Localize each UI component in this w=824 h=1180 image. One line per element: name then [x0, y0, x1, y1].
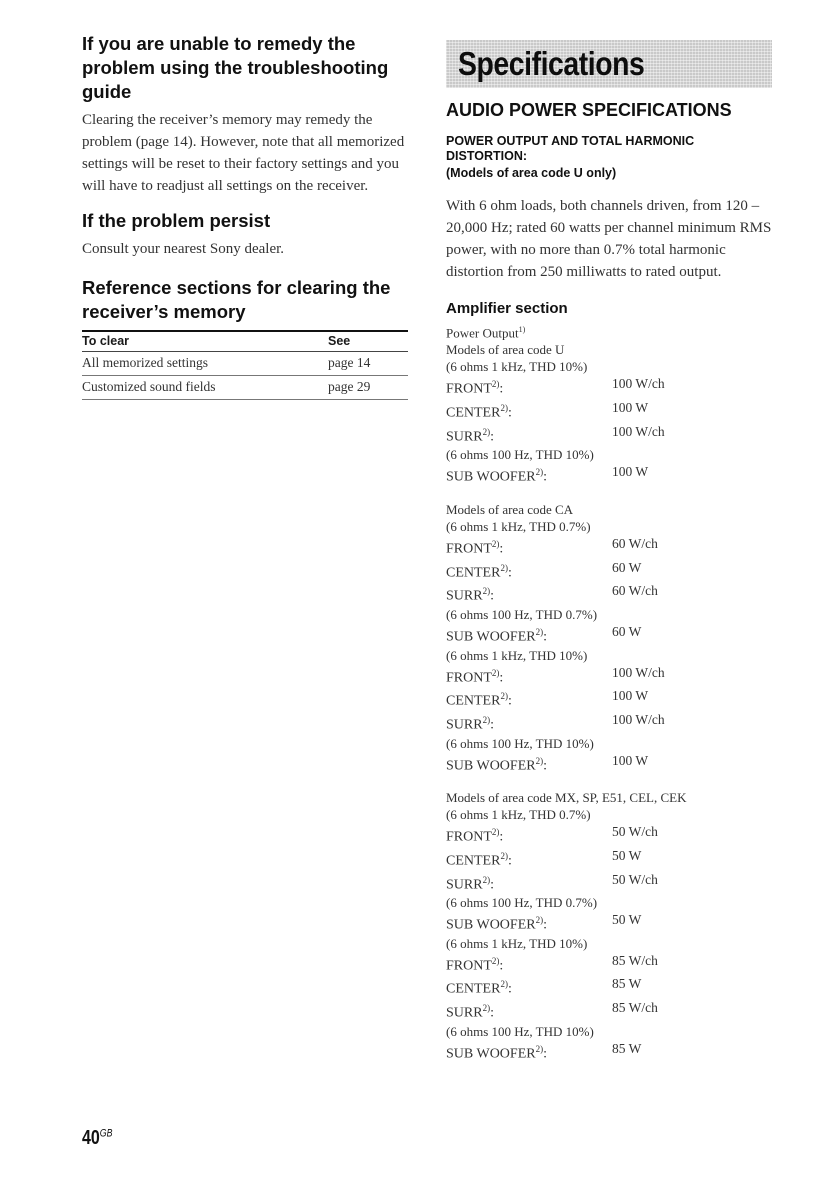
spec-label [446, 871, 612, 895]
table-cell: All memorized settings [82, 352, 328, 376]
spec-label-text: SURR [446, 877, 483, 893]
spec-row [446, 535, 772, 559]
spec-row [446, 952, 772, 976]
spec-label-colon: : [543, 758, 547, 774]
spec-label-text: FRONT [446, 670, 492, 686]
spec-row [446, 399, 772, 423]
model-group-title: Models of area code CA [446, 501, 574, 517]
spec-value: 60 W/ch [612, 535, 658, 551]
spec-value: 60 W [612, 559, 642, 575]
spec-label-text: CENTER [446, 853, 501, 869]
spec-label-colon: : [499, 381, 504, 397]
page-number [82, 1127, 113, 1150]
model-group-title: Models of area code MX, SP, E51, CEL, CEK [446, 790, 687, 806]
spec-row [446, 687, 772, 711]
spec-label-colon: : [499, 541, 504, 557]
specifications-banner [446, 40, 772, 88]
spec-label [446, 463, 612, 487]
spec-label-colon: : [507, 405, 512, 421]
spec-row [446, 463, 772, 487]
footnote-marker: 2) [491, 955, 500, 966]
footnote-marker: 2) [535, 755, 544, 766]
power-output-heading: POWER OUTPUT AND TOTAL HARMONIC DISTORTION: [446, 134, 695, 163]
spec-label-text: SUB WOOFER [446, 469, 536, 485]
test-condition: (6 ohms 100 Hz, THD 0.7%) [446, 606, 598, 622]
footnote-marker: 2) [482, 874, 491, 885]
test-condition: (6 ohms 1 kHz, THD 0.7%) [446, 518, 591, 534]
spec-label [446, 847, 612, 871]
spec-label-colon: : [490, 1005, 494, 1021]
spec-row [446, 711, 772, 735]
spec-label-colon: : [499, 958, 504, 974]
paragraph-consult-dealer: Consult your nearest Sony dealer. [82, 241, 285, 257]
spec-label [446, 752, 612, 776]
heading-problem-persist: If the problem persist [82, 210, 271, 231]
spec-value: 100 W/ch [612, 423, 665, 439]
spec-label-text: FRONT [446, 541, 492, 557]
spec-label-text: SUB WOOFER [446, 758, 536, 774]
spec-label [446, 623, 612, 647]
left-column [82, 32, 408, 400]
test-condition: (6 ohms 1 kHz, THD 10%) [446, 647, 588, 663]
spec-label-text: SURR [446, 429, 483, 445]
spec-label [446, 582, 612, 606]
banner-title: Specifications [458, 45, 645, 82]
spec-row [446, 423, 772, 447]
spec-value: 100 W/ch [612, 376, 665, 392]
spec-label-text: CENTER [446, 693, 501, 709]
model-groups [446, 341, 772, 1063]
spec-label [446, 423, 612, 447]
spec-label-colon: : [507, 565, 512, 581]
right-column [446, 40, 772, 1063]
footnote-marker: 2) [535, 626, 544, 637]
spec-row [446, 975, 772, 999]
spec-label [446, 999, 612, 1023]
model-group-title: Models of area code U [446, 342, 565, 358]
footnote-marker: 2) [491, 667, 500, 678]
spec-label [446, 687, 612, 711]
footnote-marker: 2) [535, 915, 544, 926]
power-output-label [446, 321, 772, 341]
spec-label-colon: : [507, 853, 512, 869]
footnote-marker: 2) [535, 467, 544, 478]
spec-label [446, 375, 612, 399]
spec-value: 85 W/ch [612, 1000, 658, 1016]
footnote-marker: 2) [500, 691, 508, 702]
model-group [446, 341, 772, 487]
page-number-value: 40 [82, 1127, 100, 1149]
spec-label [446, 399, 612, 423]
spec-label-colon: : [490, 717, 494, 733]
spec-row [446, 582, 772, 606]
spec-value: 60 W/ch [612, 583, 658, 599]
spec-label-text: SURR [446, 1005, 483, 1021]
test-condition: (6 ohms 100 Hz, THD 10%) [446, 447, 594, 463]
spec-label-text: SURR [446, 717, 483, 733]
spec-label-colon: : [499, 670, 504, 686]
spec-label [446, 535, 612, 559]
spec-label-colon: : [490, 588, 494, 604]
footnote-marker: 2) [482, 586, 491, 597]
footnote-marker: 1) [518, 325, 526, 334]
footnote-marker: 2) [482, 714, 491, 725]
spec-label [446, 975, 612, 999]
footnote-marker: 2) [535, 1043, 544, 1054]
rating-paragraph: With 6 ohm loads, both channels driven, from 120 – 20,000 Hz; rated 60 watts per channel minimum RMS power, with no more than 0.7% total harmonic distortion from 250 milliwatts to rated output. [446, 198, 772, 280]
spec-label-colon: : [507, 693, 512, 709]
spec-label [446, 664, 612, 688]
footnote-marker: 2) [500, 402, 508, 413]
spec-label-text: FRONT [446, 829, 492, 845]
test-condition: (6 ohms 100 Hz, THD 10%) [446, 1023, 594, 1039]
spec-row [446, 871, 772, 895]
spec-value: 100 W [612, 399, 649, 415]
spec-value: 85 W [612, 1040, 642, 1056]
table-cell: page 29 [328, 376, 408, 400]
spec-value: 100 W [612, 464, 649, 480]
spec-label-text: SUB WOOFER [446, 629, 536, 645]
table-row [82, 376, 408, 400]
spec-value: 100 W [612, 752, 649, 768]
spec-label [446, 911, 612, 935]
spec-label-text: FRONT [446, 381, 492, 397]
paragraph-clearing-memory: Clearing the receiver’s memory may remedy the problem (page 14). However, note that all memorized settings will be reset to their factory settings and you will have to readjust all settings on the receiver. [82, 112, 405, 194]
spec-row [446, 375, 772, 399]
spec-row [446, 623, 772, 647]
heading-unable-to-remedy: If you are unable to remedy the problem using the troubleshooting guide [82, 33, 389, 102]
footnote-marker: 2) [500, 979, 508, 990]
spec-value: 100 W/ch [612, 664, 665, 680]
spec-label [446, 823, 612, 847]
spec-label-text: CENTER [446, 565, 501, 581]
test-condition: (6 ohms 1 kHz, THD 10%) [446, 359, 588, 375]
spec-label-colon: : [543, 1046, 547, 1062]
spec-label [446, 559, 612, 583]
spec-row [446, 664, 772, 688]
spec-value: 85 W [612, 976, 642, 992]
spec-label-text: SURR [446, 588, 483, 604]
test-condition: (6 ohms 100 Hz, THD 10%) [446, 735, 594, 751]
footnote-marker: 2) [482, 426, 491, 437]
audio-power-heading: AUDIO POWER SPECIFICATIONS [446, 100, 732, 120]
spec-label [446, 952, 612, 976]
spec-label-text: CENTER [446, 405, 501, 421]
spec-row [446, 559, 772, 583]
table-header: To clear [82, 331, 328, 352]
power-output-text: Power Output [446, 325, 519, 341]
spec-label-text: FRONT [446, 958, 492, 974]
spec-label-colon: : [499, 829, 504, 845]
spec-value: 50 W [612, 912, 642, 928]
spec-label-colon: : [543, 469, 547, 485]
spec-value: 60 W [612, 623, 642, 639]
spec-row [446, 823, 772, 847]
spec-row [446, 1040, 772, 1064]
spec-row [446, 999, 772, 1023]
footnote-marker: 2) [491, 538, 500, 549]
area-code-note: (Models of area code U only) [446, 166, 617, 180]
footnote-marker: 2) [500, 850, 508, 861]
test-condition: (6 ohms 100 Hz, THD 0.7%) [446, 895, 598, 911]
heading-reference-sections: Reference sections for clearing the receiver’s memory [82, 277, 391, 322]
spec-label-text: CENTER [446, 982, 501, 998]
footnote-marker: 2) [482, 1003, 491, 1014]
spec-row [446, 911, 772, 935]
table-cell: page 14 [328, 352, 408, 376]
spec-label-colon: : [490, 877, 494, 893]
spec-row [446, 752, 772, 776]
amplifier-section-heading: Amplifier section [446, 300, 568, 317]
spec-label-colon: : [543, 629, 547, 645]
spec-label-colon: : [507, 982, 512, 998]
footnote-marker: 2) [500, 562, 508, 573]
model-group [446, 789, 772, 1063]
footnote-marker: 2) [491, 827, 500, 838]
reference-table [82, 330, 408, 400]
table-row [82, 352, 408, 376]
spec-value: 100 W [612, 688, 649, 704]
page-suffix: GB [99, 1127, 113, 1140]
spec-label-text: SUB WOOFER [446, 917, 536, 933]
table-cell: Customized sound fields [82, 376, 328, 400]
spec-label-colon: : [490, 429, 494, 445]
footnote-marker: 2) [491, 379, 500, 390]
model-group [446, 501, 772, 775]
spec-value: 100 W/ch [612, 711, 665, 727]
spec-value: 50 W/ch [612, 824, 658, 840]
spec-label [446, 711, 612, 735]
spec-label [446, 1040, 612, 1064]
test-condition: (6 ohms 1 kHz, THD 0.7%) [446, 807, 591, 823]
spec-row [446, 847, 772, 871]
test-condition: (6 ohms 1 kHz, THD 10%) [446, 935, 588, 951]
spec-value: 85 W/ch [612, 952, 658, 968]
spec-label-text: SUB WOOFER [446, 1046, 536, 1062]
spec-label-colon: : [543, 917, 547, 933]
table-header: See [328, 331, 408, 352]
spec-value: 50 W [612, 847, 642, 863]
spec-value: 50 W/ch [612, 871, 658, 887]
